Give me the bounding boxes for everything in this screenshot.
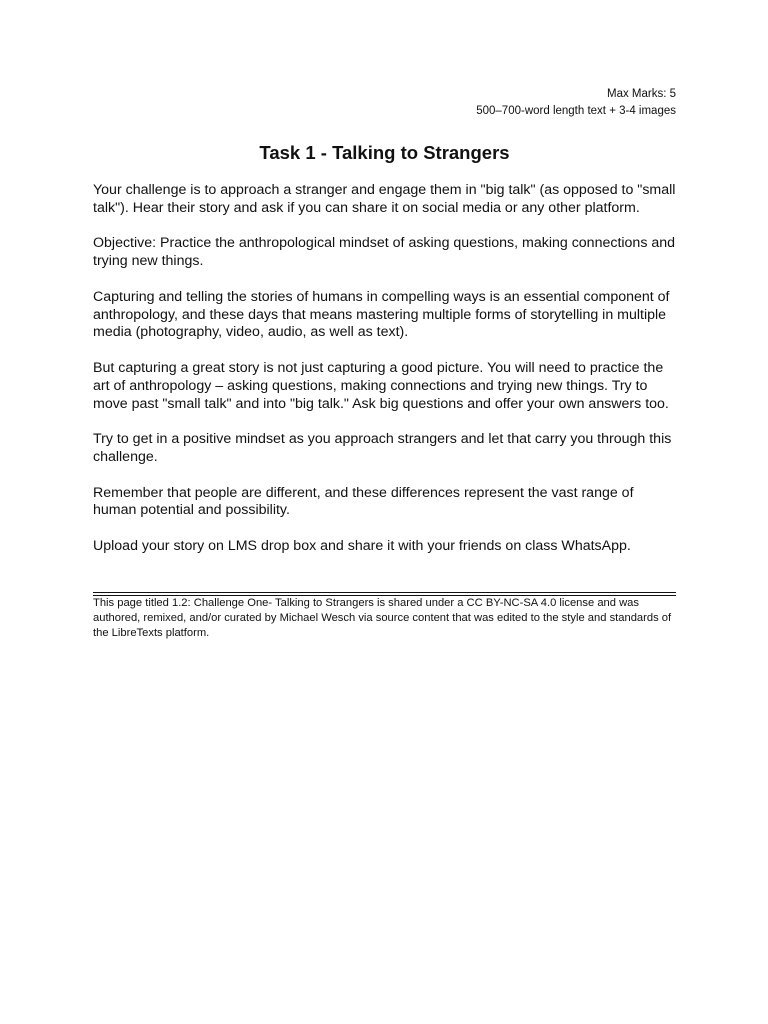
paragraph-objective: Objective: Practice the anthropological mindset of asking questions, making connections and trying new things. [93, 235, 676, 270]
paragraph-challenge: Your challenge is to approach a stranger and engage them in "big talk" (as opposed to "small talk"). Hear their story and ask if you can share it on social media or any other platform. [93, 182, 676, 216]
marks-header [93, 86, 676, 120]
paragraph-big-talk: But capturing a great story is not just capturing a good picture. You will need to practice the art of anthropology – asking questions, making connections and trying new things. Try to move past "small talk" and into "big talk." Ask big questions and offer your own answers too. [93, 359, 669, 412]
paragraph-mindset: Try to get in a positive mindset as you approach strangers and let that carry you through this challenge. [93, 431, 672, 465]
paragraph-upload: Upload your story on LMS drop box and share it with your friends on class WhatsApp. [93, 537, 631, 554]
task-description [93, 182, 676, 556]
max-marks: Max Marks: 5 [606, 88, 676, 100]
length-requirement: 500–700-word length text + 3-4 images [476, 105, 676, 117]
paragraph-differences: Remember that people are different, and these differences represent the vast range of human potential and possibility. [93, 484, 634, 519]
attribution-footer: This page titled 1.2: Challenge One- Talking to Strangers is shared under a CC BY-NC-SA 4.0 license and was authored, remixed, and/or curated by Michael Wesch via source content that was edited to the style and standards of the LibreTexts platform. [93, 597, 672, 639]
paragraph-storytelling: Capturing and telling the stories of humans in compelling ways is an essential component of anthropology, and these days that means mastering multiple forms of storytelling in multiple media (photography, video, audio, as well as text). [93, 288, 670, 341]
page-title: Task 1 - Talking to Strangers [259, 142, 510, 163]
